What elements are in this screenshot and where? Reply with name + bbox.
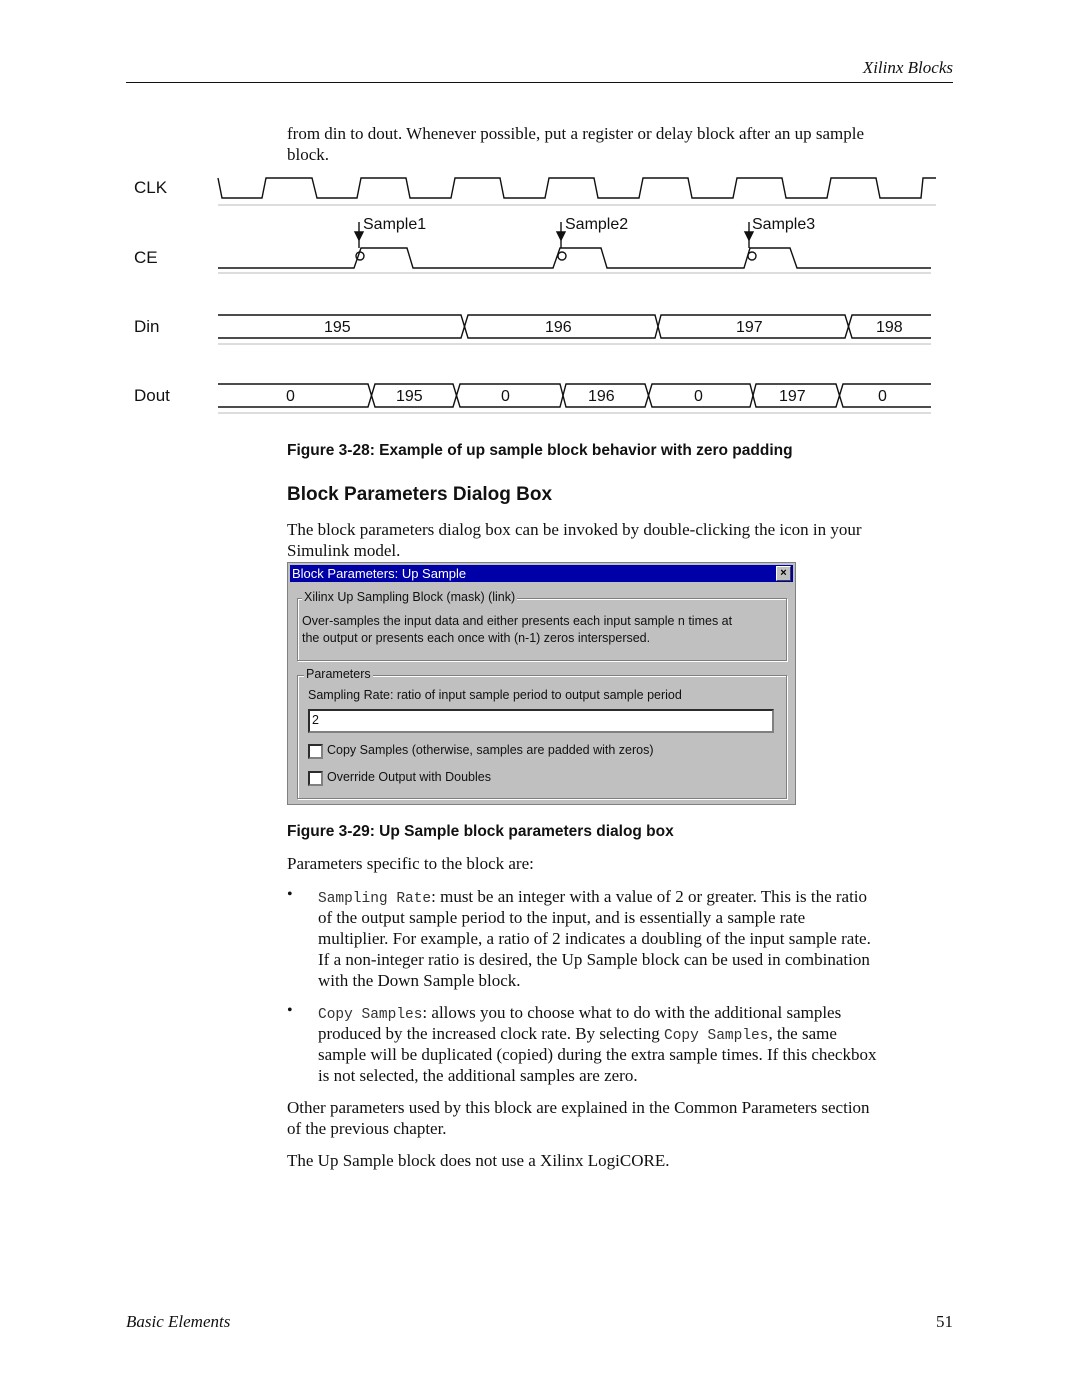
bullet-1-line-4: If a non-integer ratio is desired, the Up Sample block can be used in combination <box>318 950 870 969</box>
copy-samples-label: Copy Samples (otherwise, samples are padded with zeros) <box>327 743 654 757</box>
block-parameters-dialog <box>287 562 796 805</box>
dout-value: 0 <box>286 388 295 405</box>
footer-section-name: Basic Elements <box>126 1312 231 1331</box>
bullet-2-line-3: sample will be duplicated (copied) during the extra sample times. If this checkbox <box>318 1045 877 1064</box>
sample2-label: Sample2 <box>565 216 629 233</box>
copy-samples-code: Copy Samples <box>664 1028 769 1044</box>
dialog-title: Block Parameters: Up Sample <box>292 566 467 581</box>
dout-value: 197 <box>779 388 806 405</box>
figure-28-caption: Figure 3-28: Example of up sample block behavior with zero padding <box>287 442 793 459</box>
mask-group-legend: Xilinx Up Sampling Block (mask) (link) <box>304 590 516 604</box>
params-intro: Parameters specific to the block are: <box>287 854 534 873</box>
bullet-1-text: : must be an integer with a value of 2 or greater. This is the ratio <box>431 887 868 906</box>
bullet-2-text: , the same <box>768 1024 837 1043</box>
intro-line-2: block. <box>287 145 330 164</box>
parameters-group-legend: Parameters <box>306 667 371 681</box>
sampling-rate-input[interactable]: 2 <box>308 709 774 733</box>
dout-label: Dout <box>134 386 170 405</box>
other-params-line-1: Other parameters used by this block are explained in the Common Parameters section <box>287 1098 870 1117</box>
sample1-label: Sample1 <box>363 216 427 233</box>
mask-description-line-1: Over-samples the input data and either presents each input sample n times at <box>302 614 733 628</box>
dout-value: 0 <box>501 388 510 405</box>
din-value: 195 <box>324 319 351 336</box>
din-value: 198 <box>876 319 903 336</box>
dout-waveform <box>218 384 931 407</box>
bullet-2-line-4: is not selected, the additional samples are zero. <box>318 1066 638 1085</box>
bullet-1-line-2: of the output sample period to the input, and is essentially a sample rate <box>318 908 806 927</box>
mask-description-group <box>297 598 787 661</box>
bullet-1-line-3: multiplier. For example, a ratio of 2 indicates a doubling of the input sample rate. <box>318 929 871 948</box>
section-text-line-1: The block parameters dialog box can be invoked by double-clicking the icon in your <box>287 520 862 539</box>
override-output-label: Override Output with Doubles <box>327 770 491 784</box>
copy-samples-checkbox[interactable] <box>308 744 323 759</box>
clk-label: CLK <box>134 178 168 197</box>
running-header-title: Xilinx Blocks <box>862 58 953 77</box>
section-heading: Block Parameters Dialog Box <box>287 484 553 505</box>
mask-description-line-2: the output or presents each once with (n-1) zeros interspersed. <box>302 631 651 645</box>
dialog-titlebar <box>290 565 793 582</box>
copy-samples-code: Copy Samples <box>318 1007 423 1023</box>
ce-label: CE <box>134 248 158 267</box>
sampling-rate-code: Sampling Rate <box>318 891 432 907</box>
logicore-text: The Up Sample block does not use a Xilinx LogiCORE. <box>287 1151 670 1170</box>
dout-value: 195 <box>396 388 423 405</box>
bullet-2-text: produced by the increased clock rate. By selecting <box>318 1024 665 1043</box>
bullet-icon: • <box>287 886 293 903</box>
dout-value: 0 <box>694 388 703 405</box>
din-value: 196 <box>545 319 572 336</box>
page-number: 51 <box>936 1312 953 1331</box>
dout-value: 196 <box>588 388 615 405</box>
sample3-label: Sample3 <box>752 216 816 233</box>
din-label: Din <box>134 317 160 336</box>
intro-line-1: from din to dout. Whenever possible, put a register or delay block after an up sample <box>287 124 865 143</box>
clk-waveform <box>218 178 936 198</box>
timing-diagram <box>126 170 946 420</box>
bullet-1-line-5: with the Down Sample block. <box>318 971 521 990</box>
din-value: 197 <box>736 319 763 336</box>
override-output-checkbox[interactable] <box>308 771 323 786</box>
close-icon[interactable]: × <box>776 566 791 581</box>
section-text-line-2: Simulink model. <box>287 541 401 560</box>
sampling-rate-label: Sampling Rate: ratio of input sample period to output sample period <box>308 688 682 702</box>
header-rule <box>126 82 953 83</box>
bullet-icon: • <box>287 1002 293 1019</box>
dout-value: 0 <box>878 388 887 405</box>
other-params-line-2: of the previous chapter. <box>287 1119 447 1138</box>
figure-29-caption: Figure 3-29: Up Sample block parameters dialog box <box>287 823 674 840</box>
bullet-2-text: : allows you to choose what to do with the additional samples <box>422 1003 842 1022</box>
